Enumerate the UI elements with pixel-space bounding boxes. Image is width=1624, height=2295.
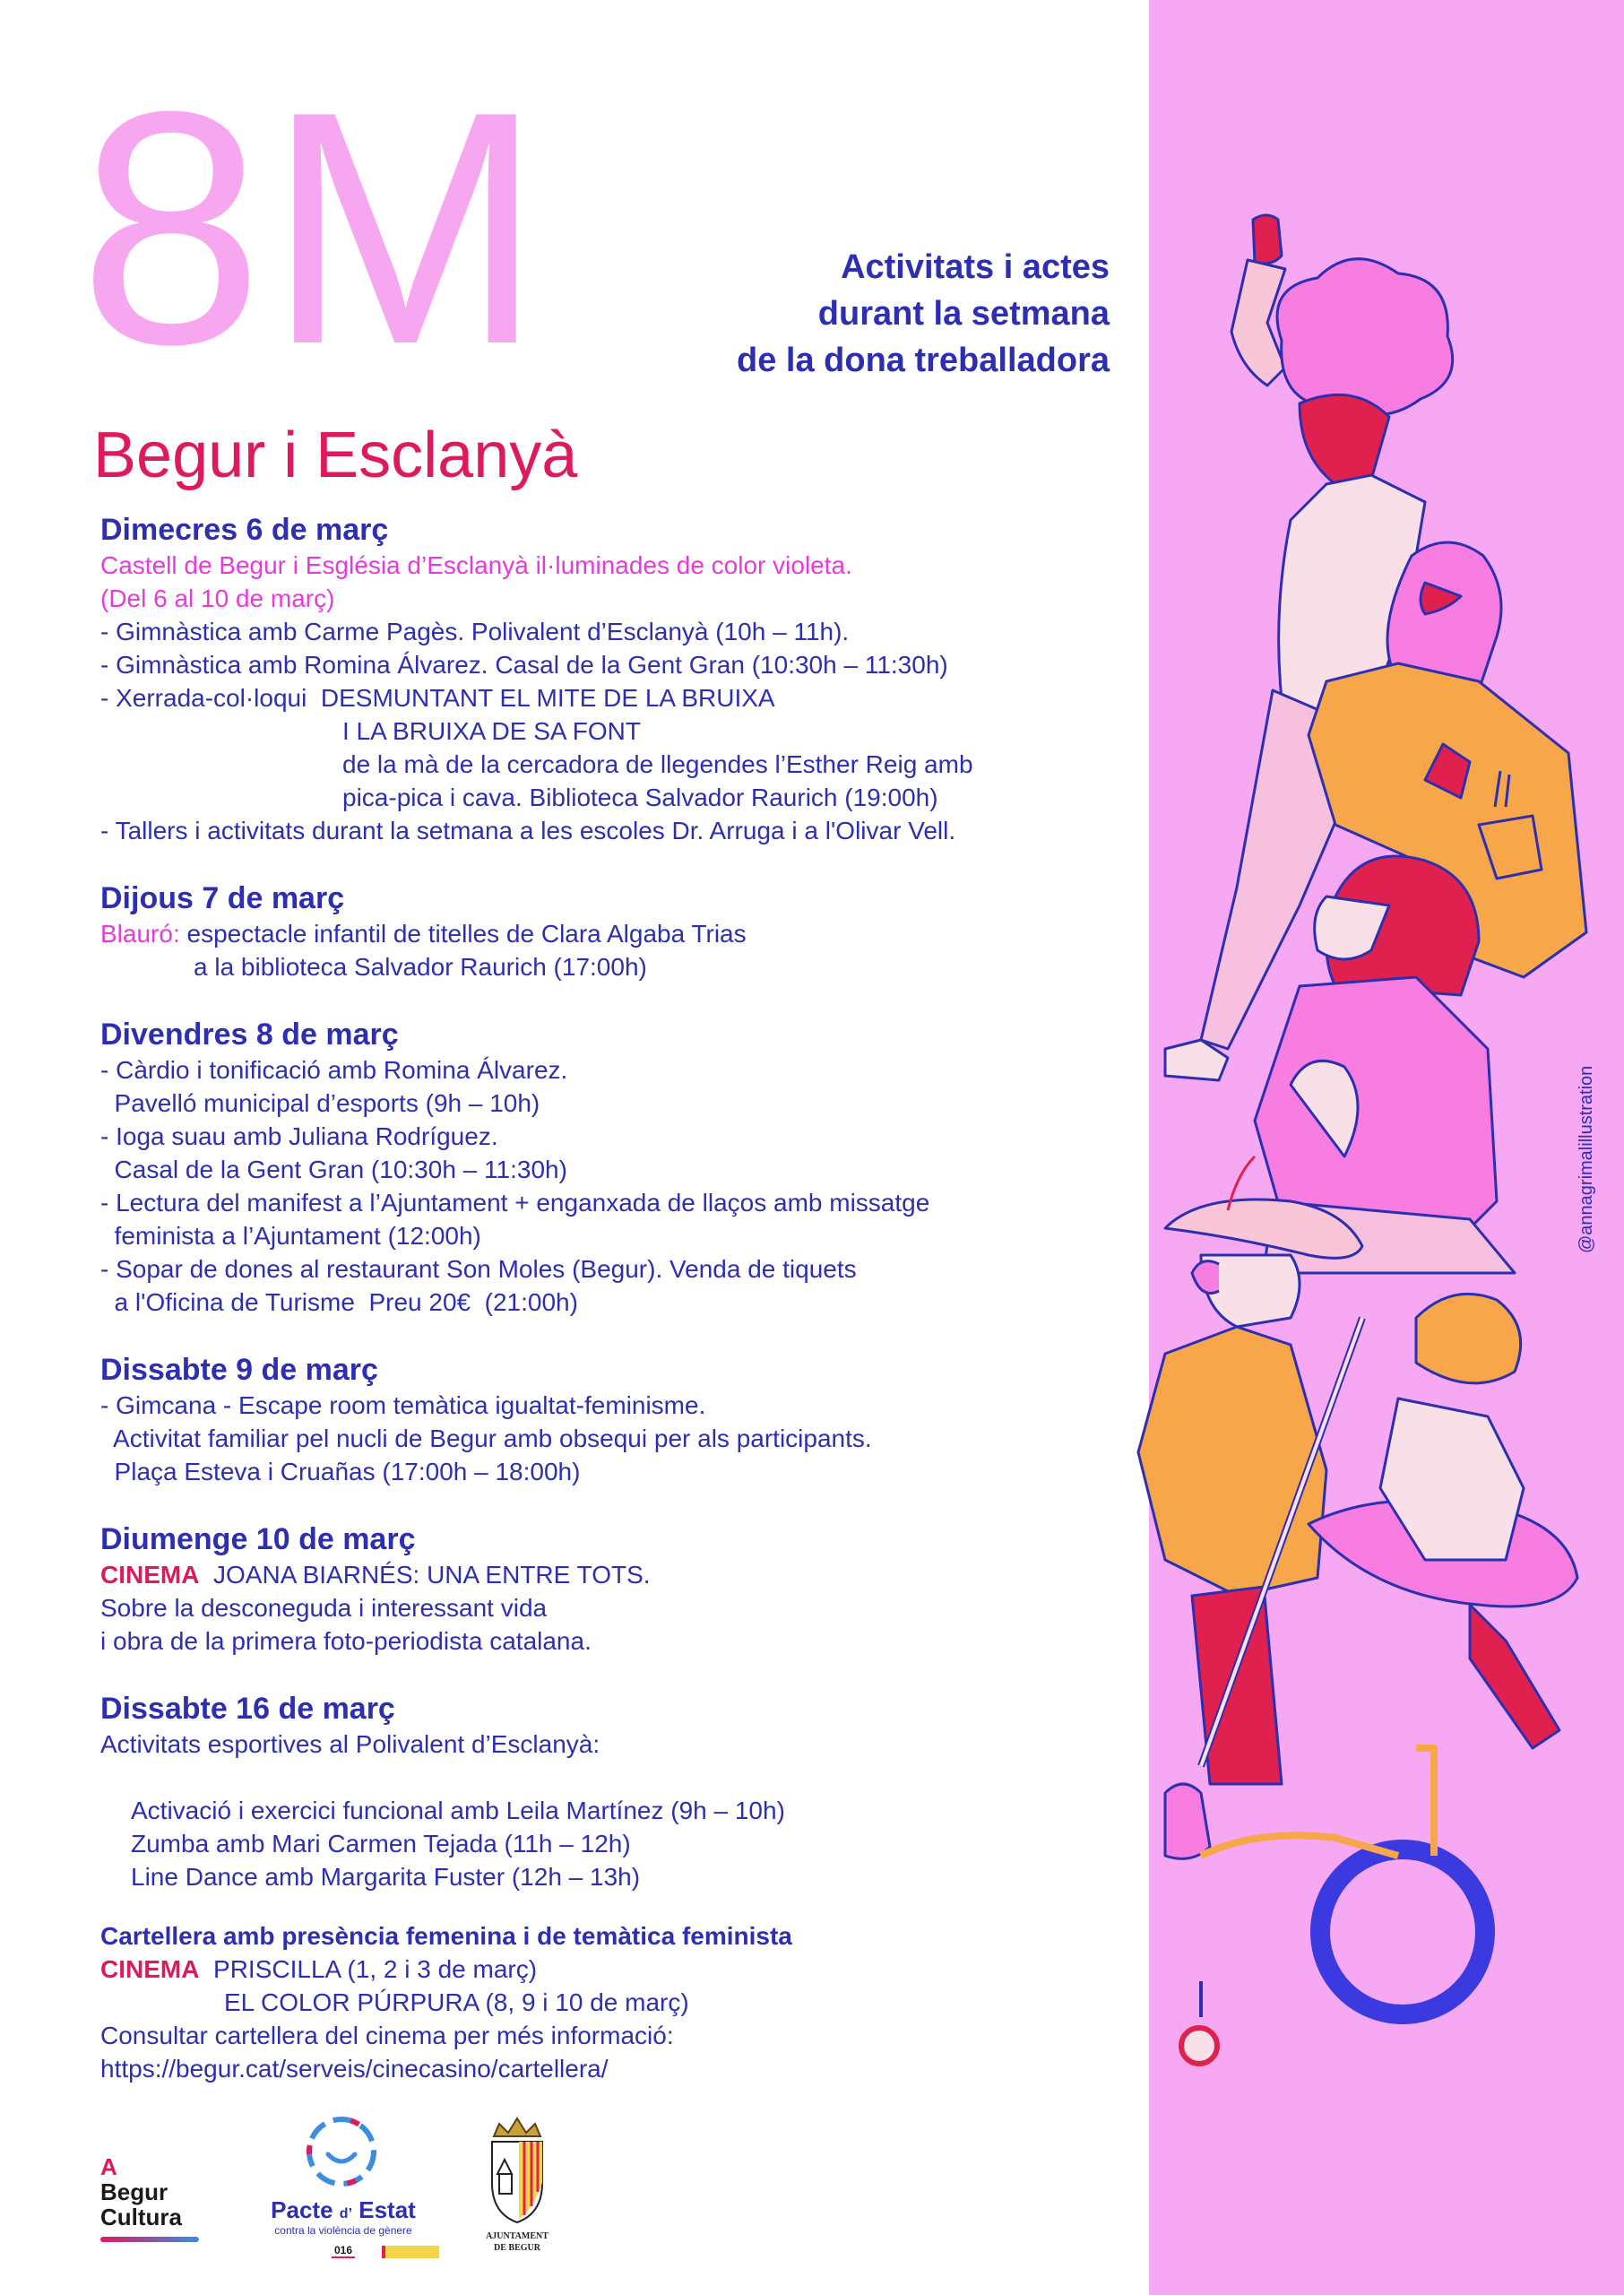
day-section <box>100 511 1122 847</box>
event-line: - Gimnàstica amb Carme Pagès. Polivalent d’Esclanyà (10h – 11h). <box>100 618 850 645</box>
spacer <box>100 1658 1122 1690</box>
day-heading: Dissabte 16 de març <box>100 1692 395 1726</box>
pacte-subtitle: contra la violència de gènere <box>274 2224 412 2237</box>
event-text: JOANA BIARNÉS: UNA ENTRE TOTS. <box>199 1561 651 1589</box>
spain-government-logo <box>382 2246 439 2258</box>
phone-016: 016 <box>332 2244 355 2258</box>
film-2: EL COLOR PÚRPURA (8, 9 i 10 de març) <box>224 1988 689 2016</box>
event-line: (Del 6 al 10 de març) <box>100 585 335 612</box>
event-line <box>100 917 1122 950</box>
subtitle-line: durant la setmana <box>817 295 1110 333</box>
cinema-info: Consultar cartellera del cinema per més informació: <box>100 2022 674 2049</box>
event-line: Plaça Esteva i Cruañas (17:00h – 18:00h) <box>100 1458 581 1485</box>
event-line: - Gimnàstica amb Romina Álvarez. Casal de la Gent Gran (10:30h – 11:30h) <box>100 651 948 679</box>
film-1: PRISCILLA (1, 2 i 3 de març) <box>213 1955 538 1983</box>
event-line: a l'Oficina de Turisme Preu 20€ (21:00h) <box>100 1288 578 1316</box>
pacte-title <box>222 2196 464 2224</box>
event-line: - Lectura del manifest a l’Ajuntament + enganxada de llaços amb missatge <box>100 1189 930 1217</box>
spacer <box>100 1488 1122 1520</box>
day-heading: Dijous 7 de març <box>100 881 345 915</box>
spacer <box>100 1319 1122 1351</box>
event-line: feminista a l’Ajuntament (12:00h) <box>100 1222 481 1250</box>
event-line: - Xerrada-col·loqui DESMUNTANT EL MITE DE LA BRUIXA <box>100 684 775 712</box>
woman-1-face <box>1300 394 1389 484</box>
event-line <box>100 1558 1122 1591</box>
day-heading: Diumenge 10 de març <box>100 1522 416 1556</box>
pacte-circle-icon <box>301 2111 382 2192</box>
day-section <box>100 879 1122 983</box>
event-prefix: CINEMA <box>100 1561 200 1589</box>
cinema-label: CINEMA <box>100 1955 200 1983</box>
logo-swoosh-icon <box>100 2237 199 2242</box>
pacte-estat-logo <box>222 2111 464 2264</box>
day-heading: Divendres 8 de març <box>100 1018 399 1052</box>
fan <box>1416 1294 1521 1383</box>
event-line: Casal de la Gent Gran (10:30h – 11:30h) <box>100 1156 567 1183</box>
event-line: Sobre la desconeguda i interessant vida <box>100 1594 548 1622</box>
coat-of-arms-icon <box>481 2111 553 2228</box>
event-line: - Sopar de dones al restaurant Son Moles (Begur). Venda de tiquets <box>100 1255 857 1283</box>
illustrator-credit <box>1570 1040 1601 1255</box>
event-prefix: Blauró: <box>100 920 180 948</box>
day-section <box>100 1351 1122 1488</box>
event-line: - Tallers i activitats durant la setmana a les escoles Dr. Arruga i a l'Olivar Vell. <box>100 817 956 844</box>
event-line: Activitats esportives al Polivalent d’Esclanyà: <box>100 1730 600 1758</box>
credit-text: @annagrimalillustration <box>1576 1065 1596 1253</box>
ajuntament-line1: AJUNTAMENT <box>486 2231 549 2241</box>
event-line: i obra de la primera foto-periodista catalana. <box>100 1627 592 1655</box>
subtitle <box>737 244 1110 384</box>
event-line: Activació i exercici funcional amb Leila Martínez (9h – 10h) <box>131 1797 785 1824</box>
event-line: de la mà de la cercadora de llegendes l’Esther Reig amb <box>342 750 973 778</box>
day-section <box>100 1690 1122 1893</box>
event-line <box>100 1761 1122 1794</box>
big-title-8m: 8M <box>79 43 547 413</box>
cinema-url-link[interactable]: https://begur.cat/serveis/cinecasino/cartellera/ <box>100 2055 609 2083</box>
ajuntament-line2: DE BEGUR <box>494 2243 540 2253</box>
spacer <box>100 983 1122 1016</box>
program-content <box>100 511 1122 2085</box>
day-section <box>100 1016 1122 1319</box>
ajuntament-begur-logo <box>463 2111 571 2264</box>
logo-word-cultura: Cultura <box>100 2204 182 2230</box>
event-line: pica-pica i cava. Biblioteca Salvador Raurich (19:00h) <box>342 784 938 811</box>
pacte-title-a: Pacte <box>271 2196 333 2223</box>
spacer <box>100 1893 1122 1920</box>
logo-letter-a: A <box>100 2153 117 2180</box>
raised-fist <box>1253 215 1282 264</box>
event-line: a la biblioteca Salvador Raurich (17:00h) <box>194 953 647 981</box>
subtitle-line: de la dona treballadora <box>737 342 1110 379</box>
spacer <box>100 847 1122 879</box>
cinema-section-heading: Cartellera amb presència femenina i de temàtica feminista <box>100 1922 792 1950</box>
event-line: Castell de Begur i Església d’Esclanyà il·luminades de color violeta. <box>100 551 852 579</box>
event-line: I LA BRUIXA DE SA FONT <box>342 717 641 745</box>
event-line: Pavelló municipal d’esports (9h – 10h) <box>100 1089 540 1117</box>
event-line: Zumba amb Mari Carmen Tejada (11h – 12h) <box>131 1830 631 1858</box>
event-line: Activitat familiar pel nucli de Begur amb obsequi per als participants. <box>100 1425 872 1452</box>
cinema-line-1 <box>100 1953 1122 1986</box>
pacte-title-b: Estat <box>358 2196 416 2223</box>
event-line: - Càrdio i tonificació amb Romina Álvarez. <box>100 1056 568 1084</box>
sponsor-logos <box>100 2111 907 2264</box>
begur-cultura-logo <box>100 2154 217 2253</box>
town-name: Begur i Esclanyà <box>93 420 578 491</box>
woman-4-jacket <box>1138 1327 1326 1596</box>
event-line: Line Dance amb Margarita Fuster (12h – 13h) <box>131 1863 641 1891</box>
day-section <box>100 1520 1122 1658</box>
event-line: - Ioga suau amb Juliana Rodríguez. <box>100 1122 498 1150</box>
event-text: espectacle infantil de titelles de Clara Algaba Trias <box>179 920 747 948</box>
days-list <box>100 511 1122 1893</box>
pacte-title-d: d’ <box>339 2206 353 2221</box>
day-heading: Dissabte 9 de març <box>100 1353 378 1387</box>
day-heading: Dimecres 6 de març <box>100 513 389 547</box>
logo-word-begur: Begur <box>100 2178 168 2205</box>
woman-1-hair <box>1277 259 1453 415</box>
event-line: - Gimcana - Escape room temàtica igualtat-feminisme. <box>100 1391 706 1419</box>
subtitle-line: Activitats i actes <box>841 248 1110 286</box>
wheelchair-wheel <box>1320 1849 1485 2014</box>
